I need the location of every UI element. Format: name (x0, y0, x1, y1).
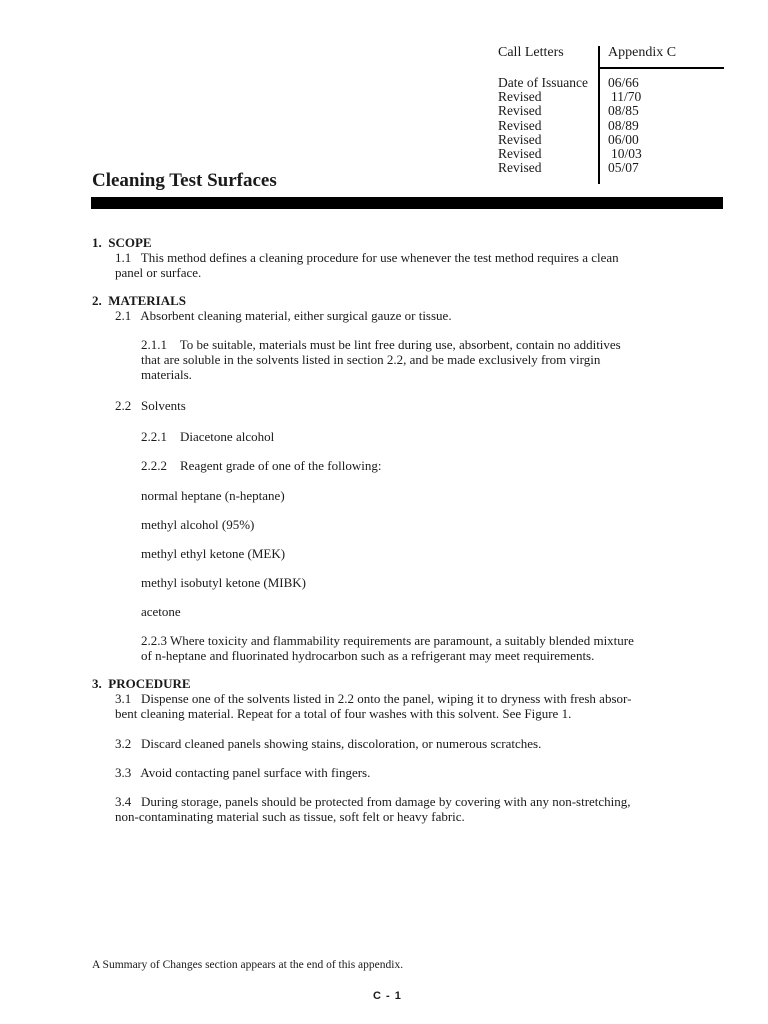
paragraph-3-2: 3.2 Discard cleaned panels showing stains, discoloration, or numerous scratches. (115, 736, 542, 751)
revision-label: Revised (498, 146, 542, 162)
paragraph-2-1-1 (141, 337, 621, 382)
paragraph-line: non-contaminating material such as tissue, soft felt or heavy fabric. (115, 809, 465, 824)
revision-date: 10/03 (611, 146, 642, 162)
paragraph-line: 3.4 During storage, panels should be protected from damage by covering with any non-stretching, (115, 794, 631, 809)
appendix-label: Appendix C (608, 45, 677, 60)
solvent-list-item: normal heptane (n-heptane) (141, 488, 285, 503)
revision-label: Revised (498, 89, 542, 105)
paragraph-3-3: 3.3 Avoid contacting panel surface with fingers. (115, 765, 371, 780)
revision-date: 08/85 (608, 103, 639, 119)
paragraph-3-1 (115, 691, 631, 721)
summary-footnote: A Summary of Changes section appears at the end of this appendix. (92, 959, 404, 971)
page-number: C - 1 (373, 990, 402, 1002)
paragraph-3-4 (115, 794, 631, 824)
section-heading-procedure: 3. PROCEDURE (92, 676, 191, 691)
paragraph-2-1: 2.1 Absorbent cleaning material, either surgical gauze or tissue. (115, 308, 452, 323)
revision-date: 06/66 (608, 75, 639, 90)
revision-header-table (498, 44, 723, 186)
section-heading-scope: 1. SCOPE (92, 235, 152, 250)
solvent-list-item: methyl isobutyl ketone (MIBK) (141, 575, 307, 590)
solvent-list-item: acetone (141, 604, 181, 619)
solvent-list-item: methyl ethyl ketone (MEK) (141, 546, 286, 561)
title-divider-bar (91, 197, 723, 209)
page-title: Cleaning Test Surfaces (92, 170, 277, 191)
call-letters-label: Call Letters (498, 45, 564, 60)
paragraph-2-2-2: 2.2.2 Reagent grade of one of the following: (141, 458, 382, 473)
revision-label: Revised (498, 117, 542, 133)
solvent-list-item: methyl alcohol (95%) (141, 517, 255, 532)
paragraph-line: bent cleaning material. Repeat for a total of four washes with this solvent. See Figure 1. (115, 706, 572, 721)
revision-label: Revised (498, 160, 542, 176)
paragraph-2-2: 2.2 Solvents (115, 398, 186, 413)
paragraph-line: 2.1.1 To be suitable, materials must be lint free during use, absorbent, contain no additives (141, 337, 621, 352)
revision-label: Date of Issuance (498, 75, 588, 90)
paragraph-line: that are soluble in the solvents listed in section 2.2, and be made exclusively from virgin (141, 352, 601, 367)
paragraph-2-2-3 (141, 633, 634, 663)
section-heading-materials: 2. MATERIALS (92, 293, 187, 308)
paragraph-line: panel or surface. (115, 265, 202, 280)
paragraph-line: materials. (141, 367, 192, 382)
revision-date: 11/70 (611, 89, 642, 105)
revision-date: 06/00 (608, 131, 639, 147)
paragraph-line: of n-heptane and fluorinated hydrocarbon such as a refrigerant may meet requirements. (141, 648, 595, 663)
header-horizontal-rule (598, 67, 724, 69)
revision-dates (608, 76, 642, 175)
revision-label: Revised (498, 103, 542, 119)
revision-date: 08/89 (608, 117, 639, 133)
paragraph-line: 1.1 This method defines a cleaning procedure for use whenever the test method requires a clean (115, 250, 619, 265)
revision-label: Revised (498, 131, 542, 147)
revision-date: 05/07 (608, 160, 639, 176)
paragraph-2-2-1: 2.2.1 Diacetone alcohol (141, 429, 275, 444)
paragraph-1-1 (115, 250, 619, 280)
revision-labels (498, 76, 588, 175)
paragraph-line: 2.2.3 Where toxicity and flammability requirements are paramount, a suitably blended mixture (141, 633, 634, 648)
paragraph-line: 3.1 Dispense one of the solvents listed in 2.2 onto the panel, wiping it to dryness with fresh absor- (115, 691, 632, 706)
